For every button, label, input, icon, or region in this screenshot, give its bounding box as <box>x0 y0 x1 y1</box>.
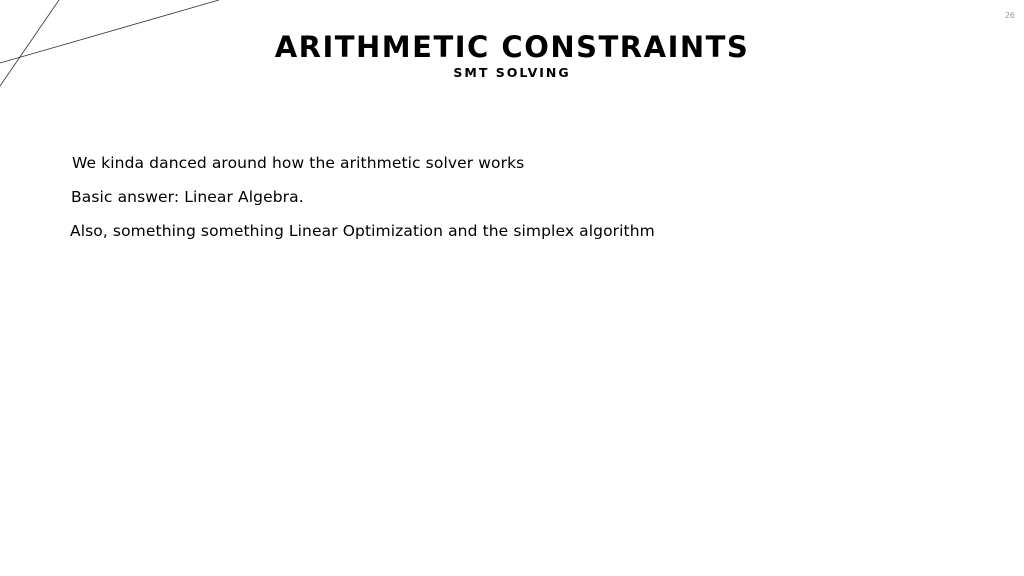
body-text-line: We kinda danced around how the arithmetic solver works <box>72 154 525 172</box>
slide-subtitle: SMT SOLVING <box>453 65 571 80</box>
page-number: 26 <box>1004 11 1015 20</box>
slide-title: ARITHMETIC CONSTRAINTS <box>274 30 750 64</box>
body-text-line: Also, something something Linear Optimization and the simplex algorithm <box>70 222 655 240</box>
body-text-line: Basic answer: Linear Algebra. <box>71 188 304 206</box>
